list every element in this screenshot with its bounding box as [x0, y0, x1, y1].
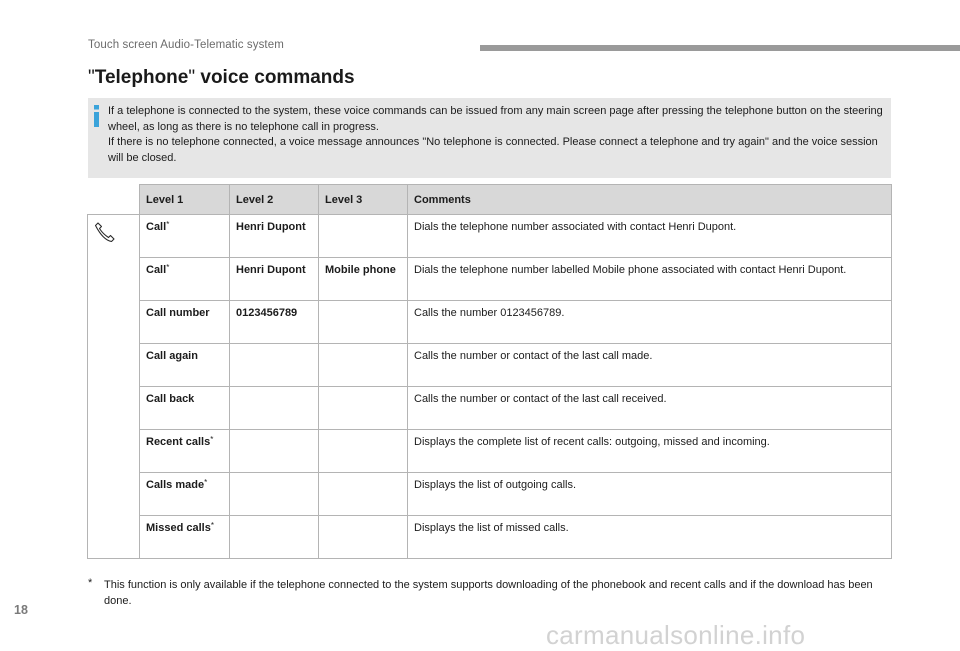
comment-cell: Calls the number or contact of the last call made. [408, 344, 892, 387]
comment-cell: Dials the telephone number labelled Mobile phone associated with contact Henri Dupont. [408, 258, 892, 301]
comment-cell: Dials the telephone number associated with contact Henri Dupont. [408, 215, 892, 258]
section-header: Touch screen Audio-Telematic system [88, 39, 284, 51]
title-quote-close: " [188, 67, 196, 88]
level1-text: Call again [146, 350, 198, 362]
asterisk: * [166, 263, 170, 272]
level1-text: Missed calls [146, 522, 211, 534]
header-level-1: Level 1 [140, 185, 230, 215]
footnote-text: This function is only available if the telephone connected to the system supports downloading of the phonebook and recent calls and if the download has been done. [104, 579, 873, 607]
info-paragraph-2: If there is no telephone connected, a voice message announces "No telephone is connected. Please connect a telephone and try again" and the voice session will be closed. [108, 136, 878, 164]
icon-cell [88, 215, 140, 559]
table-row [88, 258, 892, 301]
table-row [88, 387, 892, 430]
level2-cell [230, 344, 319, 387]
title-main: Telephone [94, 67, 189, 88]
comment-cell: Calls the number 0123456789. [408, 301, 892, 344]
level3-cell [319, 215, 408, 258]
header-comments: Comments [408, 185, 892, 215]
info-box [88, 98, 891, 178]
comment-cell: Displays the list of missed calls. [408, 516, 892, 559]
level3-cell [319, 344, 408, 387]
table-row [88, 301, 892, 344]
watermark: carmanualsonline.info [546, 620, 806, 650]
table-row [88, 430, 892, 473]
level2-cell: Henri Dupont [230, 258, 319, 301]
page-number: 18 [14, 603, 28, 617]
level3-cell [319, 430, 408, 473]
level3-cell [319, 473, 408, 516]
level1-text: Call back [146, 393, 195, 405]
level1-text: Call number [146, 307, 210, 319]
asterisk: * [210, 521, 214, 530]
asterisk: * [210, 435, 214, 444]
level3-cell: Mobile phone [319, 258, 408, 301]
level1-text: Recent calls [146, 436, 211, 448]
comment-cell: Displays the complete list of recent calls: outgoing, missed and incoming. [408, 430, 892, 473]
footnote [88, 578, 893, 609]
info-text [108, 104, 884, 166]
asterisk: * [204, 478, 208, 487]
header-bar [480, 45, 960, 51]
level1-text: Call [146, 264, 167, 276]
level3-cell [319, 301, 408, 344]
level1-text: Calls made [146, 479, 205, 491]
level2-cell: 0123456789 [230, 301, 319, 344]
level2-cell: Henri Dupont [230, 215, 319, 258]
level2-cell [230, 516, 319, 559]
level2-cell [230, 430, 319, 473]
table-header-row [88, 185, 892, 215]
header-level-3: Level 3 [319, 185, 408, 215]
footnote-mark: * [88, 577, 93, 589]
level3-cell [319, 387, 408, 430]
level2-cell [230, 473, 319, 516]
level1-text: Call [146, 221, 167, 233]
page-title [88, 67, 355, 89]
telephone-handset-icon [94, 234, 116, 246]
title-rest: voice commands [195, 67, 355, 88]
header-level-2: Level 2 [230, 185, 319, 215]
header-blank [88, 185, 140, 215]
level3-cell [319, 516, 408, 559]
level2-cell [230, 387, 319, 430]
comment-cell: Displays the list of outgoing calls. [408, 473, 892, 516]
title-quote-open: " [88, 67, 95, 88]
table-row [88, 473, 892, 516]
comment-cell: Calls the number or contact of the last call received. [408, 387, 892, 430]
asterisk: * [166, 220, 170, 229]
table-row [88, 215, 892, 258]
table-row [88, 344, 892, 387]
voice-commands-table [87, 184, 892, 559]
info-paragraph-1: If a telephone is connected to the system, these voice commands can be issued from any main screen page after pressing the telephone button on the steering wheel, as long as there is no telephone call in progress. [108, 105, 883, 133]
info-icon [91, 105, 102, 132]
table-row [88, 516, 892, 559]
